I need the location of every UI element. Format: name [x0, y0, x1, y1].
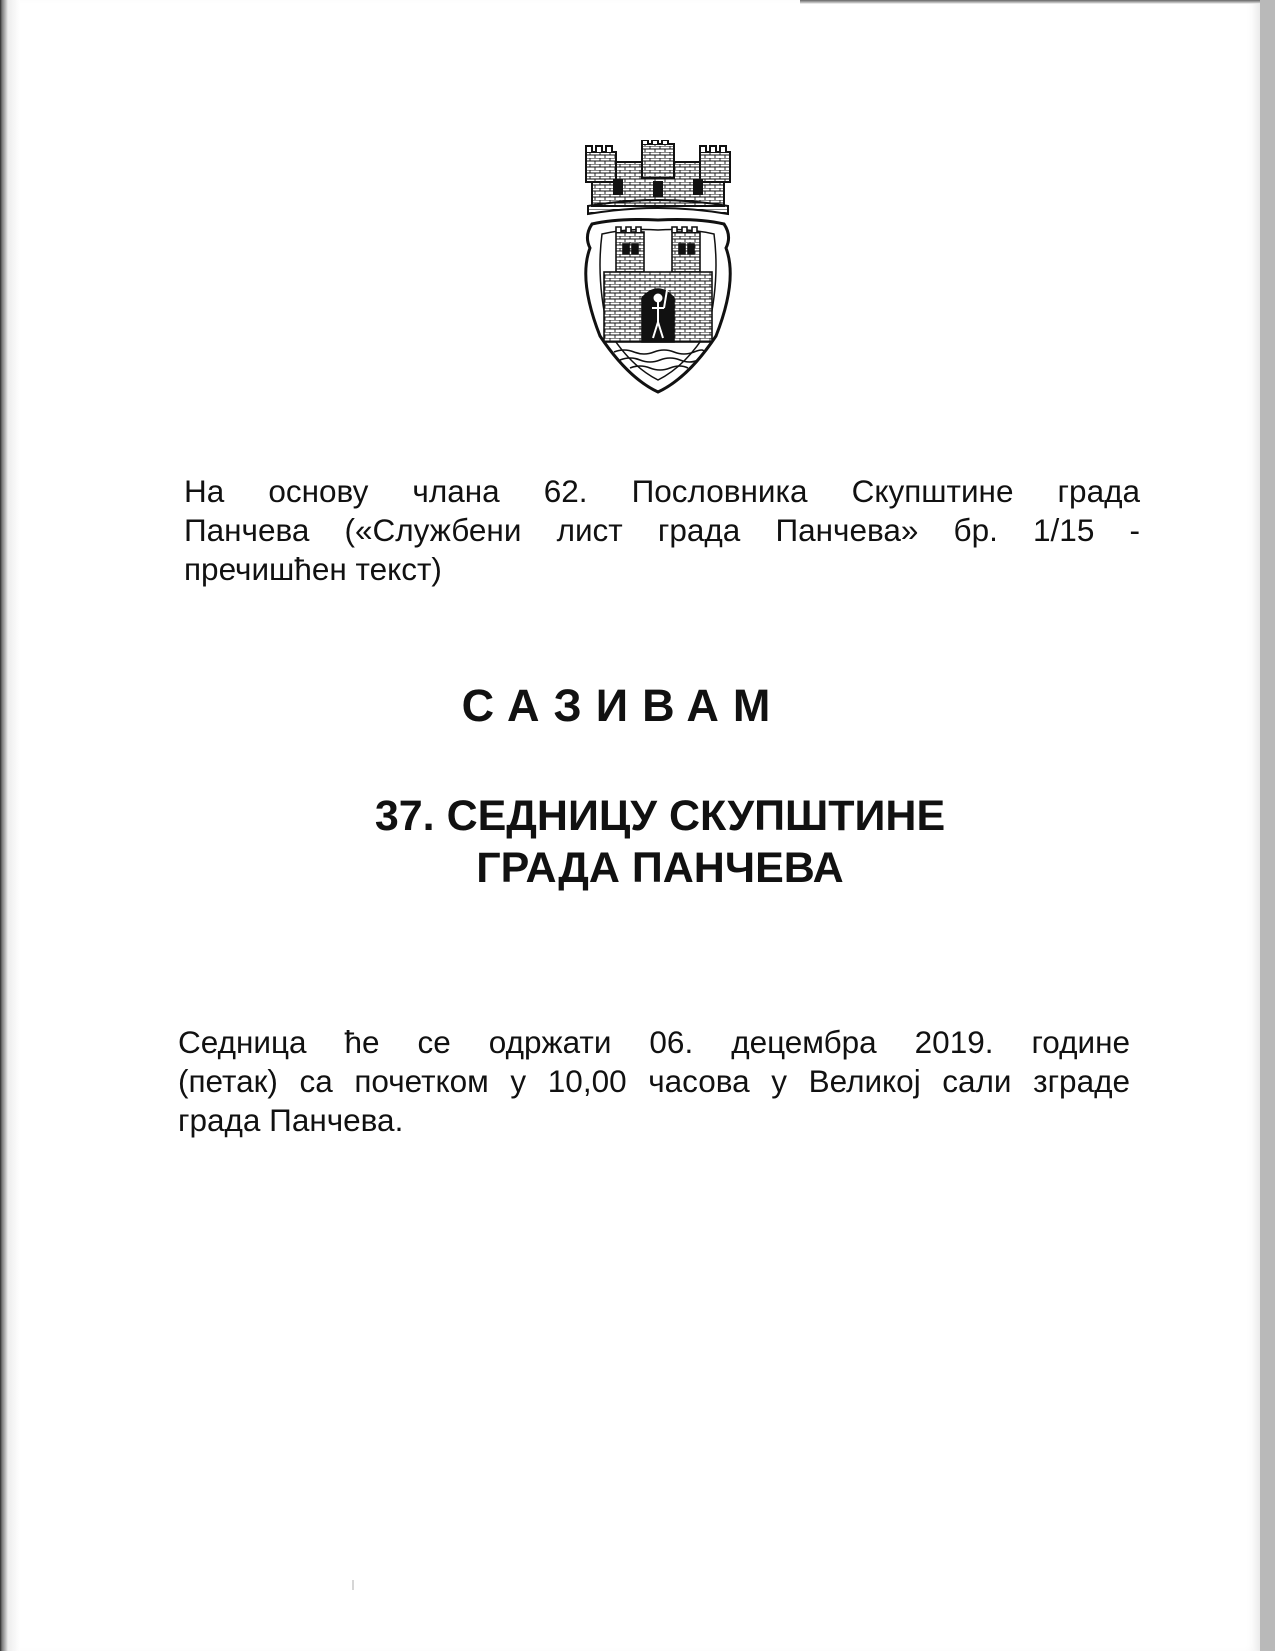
- scan-speck: [352, 1580, 354, 1590]
- paragraph-line: Панчева («Службени лист града Панчева» бр. 1/15 -: [184, 512, 1140, 548]
- paragraph-line: пречишћен текст): [184, 551, 442, 587]
- scan-edge-top: [800, 0, 1260, 4]
- document-title: САЗИВАМ: [461, 680, 785, 731]
- scan-edge-left: [0, 0, 20, 1651]
- session-heading: [230, 790, 1090, 894]
- paragraph-line: града Панчева.: [178, 1102, 404, 1138]
- paragraph-line: На основу члана 62. Пословника Скупштине града: [184, 473, 1140, 509]
- paragraph-line: (петак) са почетком у 10,00 часова у Великој сали зграде: [178, 1063, 1130, 1099]
- session-heading-line: 37. СЕДНИЦУ СКУПШТИНЕ: [374, 792, 946, 840]
- session-heading-line: ГРАДА ПАНЧЕВА: [476, 844, 844, 892]
- session-details-paragraph: [178, 1023, 1130, 1140]
- paragraph-line: Седница ће се одржати 06. децембра 2019. године: [178, 1024, 1130, 1060]
- pancevo-coat-of-arms-icon: [578, 140, 738, 398]
- legal-basis-paragraph: [184, 472, 1140, 589]
